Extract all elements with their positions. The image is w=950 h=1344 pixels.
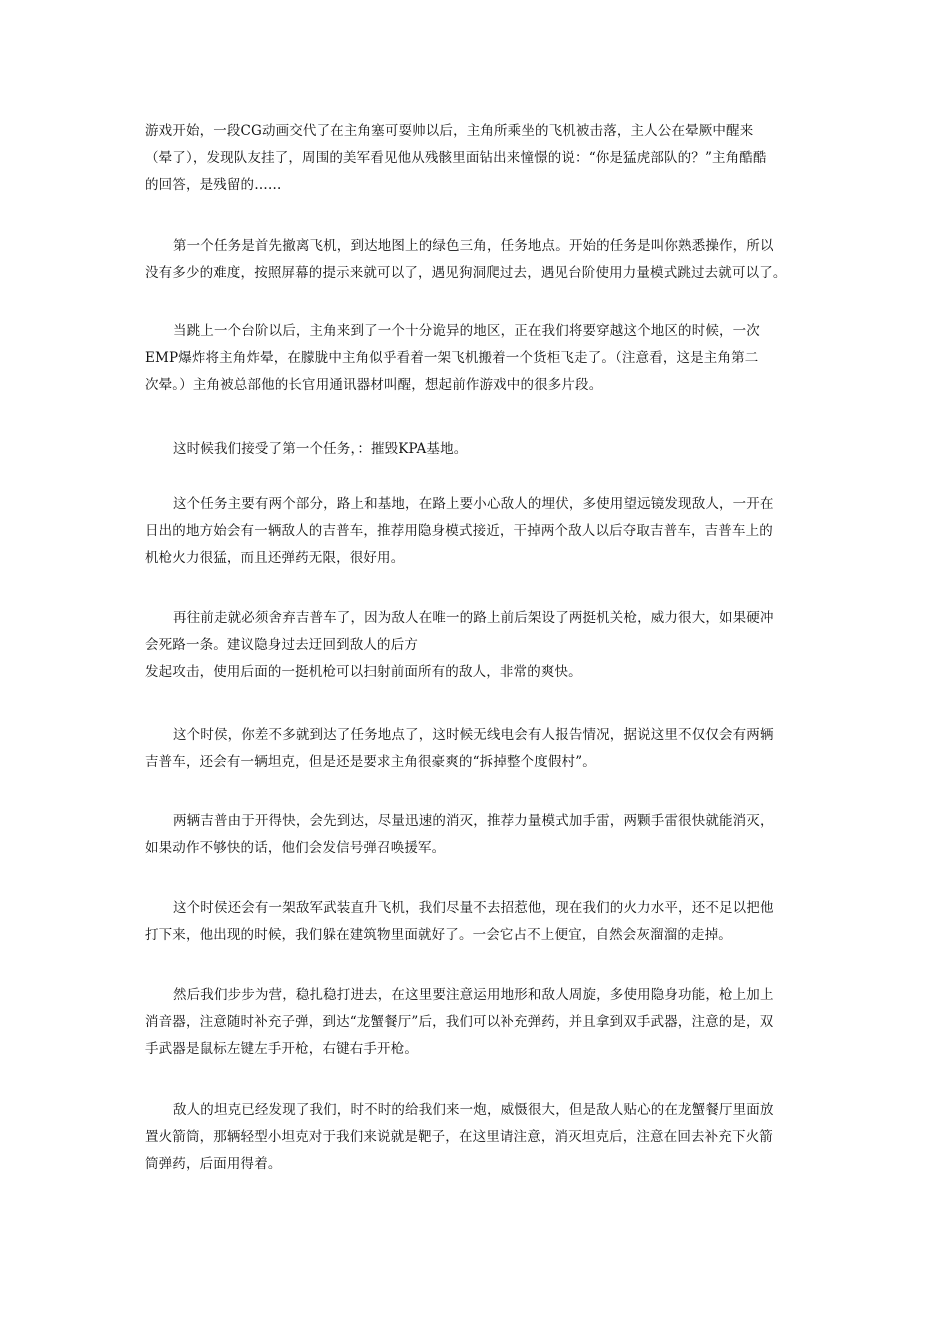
- paragraph-line: 当跳上一个台阶以后，主角来到了一个十分诡异的地区，正在我们将要穿越这个地区的时候，一次: [173, 323, 760, 339]
- paragraph-line: （晕了），发现队友挂了，周围的美军看见他从残骸里面钻出来憧憬的说：“你是猛虎部队的？”主角酷酷: [145, 150, 767, 166]
- paragraph-2: [145, 233, 825, 287]
- paragraph-line: 敌人的坦克已经发现了我们，时不时的给我们来一炮，威慑很大，但是敌人贴心的在龙蟹餐厅里面放: [173, 1102, 774, 1118]
- paragraph-line: 然后我们步步为营，稳扎稳打进去，在这里要注意运用地形和敌人周旋，多使用隐身功能，枪上加上: [173, 987, 774, 1003]
- paragraph-line: 次晕。）主角被总部他的长官用通讯器材叫醒，想起前作游戏中的很多片段。: [145, 377, 603, 393]
- paragraph-line: EMP爆炸将主角炸晕，在朦胧中主角似乎看着一架飞机搬着一个货柜飞走了。（注意看，这是主角第二: [145, 350, 759, 366]
- paragraph-line: 游戏开始，一段CG动画交代了在主角塞可耍帅以后，主角所乘坐的飞机被击落，主人公在晕厥中醒来: [145, 123, 754, 139]
- paragraph-6: [145, 605, 825, 686]
- paragraph-line: 如果动作不够快的话，他们会发信号弹召唤援军。: [145, 840, 446, 856]
- paragraph-line: 消音器，注意随时补充子弹，到达“龙蟹餐厅”后，我们可以补充弹药，并且拿到双手武器，注意的是，双: [145, 1014, 774, 1030]
- paragraph-line: 再往前走就必须舍弃吉普车了，因为敌人在唯一的路上前后架设了两挺机关枪，威力很大，如果硬冲: [173, 610, 774, 626]
- paragraph-line: 手武器是鼠标左键左手开枪，右键右手开枪。: [145, 1041, 418, 1057]
- paragraph-line: 这个时侯还会有一架敌军武装直升飞机，我们尽量不去招惹他，现在我们的火力水平，还不足以把他: [173, 900, 774, 916]
- paragraph-7: [145, 722, 825, 776]
- paragraph-line: 这个任务主要有两个部分，路上和基地，在路上要小心敌人的埋伏，多使用望远镜发现敌人，一开在: [173, 496, 774, 512]
- paragraph-4: [145, 436, 825, 463]
- paragraph-line: 发起攻击，使用后面的一挺机枪可以扫射前面所有的敌人，非常的爽快。: [145, 664, 582, 680]
- paragraph-line: 会死路一条。建议隐身过去迂回到敌人的后方: [145, 637, 418, 653]
- paragraph-line: 筒弹药，后面用得着。: [145, 1156, 282, 1172]
- paragraph-line: 置火箭筒，那辆轻型小坦克对于我们来说就是靶子，在这里请注意，消灭坦克后，注意在回去补充下火箭: [145, 1129, 773, 1145]
- paragraph-line: 没有多少的难度，按照屏幕的提示来就可以了，遇见狗洞爬过去，遇见台阶使用力量模式跳过去就可以了。: [145, 265, 787, 281]
- paragraph-line: 打下来，他出现的时候，我们躲在建筑物里面就好了。一会它占不上便宜，自然会灰溜溜的走掉。: [145, 927, 732, 943]
- paragraph-10: [145, 982, 825, 1063]
- paragraph-line: 机枪火力很猛，而且还弹药无限，很好用。: [145, 550, 405, 566]
- paragraph-line: 两辆吉普由于开得快，会先到达，尽量迅速的消灭，推荐力量模式加手雷，两颗手雷很快就能消灭，: [173, 813, 774, 829]
- paragraph-5: [145, 491, 825, 572]
- paragraph-line: 第一个任务是首先撤离飞机，到达地图上的绿色三角，任务地点。开始的任务是叫你熟悉操作，所以: [173, 238, 774, 254]
- paragraph-line: 这个时侯，你差不多就到达了任务地点了，这时候无线电会有人报告情况，据说这里不仅仅会有两辆: [173, 727, 774, 743]
- paragraph-9: [145, 895, 825, 949]
- paragraph-11: [145, 1097, 825, 1178]
- paragraph-8: [145, 808, 825, 862]
- paragraph-line: 这时候我们接受了第一个任务，：摧毁KPA基地。: [173, 441, 468, 457]
- paragraph-line: 日出的地方始会有一辆敌人的吉普车，推荐用隐身模式接近，干掉两个敌人以后夺取吉普车，吉普车上的: [145, 523, 773, 539]
- paragraph-line: 吉普车，还会有一辆坦克，但是还是要求主角很豪爽的“拆掉整个度假村”。: [145, 754, 596, 770]
- paragraph-line: 的回答，是残留的……: [145, 177, 282, 193]
- paragraph-1: [145, 118, 825, 199]
- paragraph-3: [145, 318, 825, 399]
